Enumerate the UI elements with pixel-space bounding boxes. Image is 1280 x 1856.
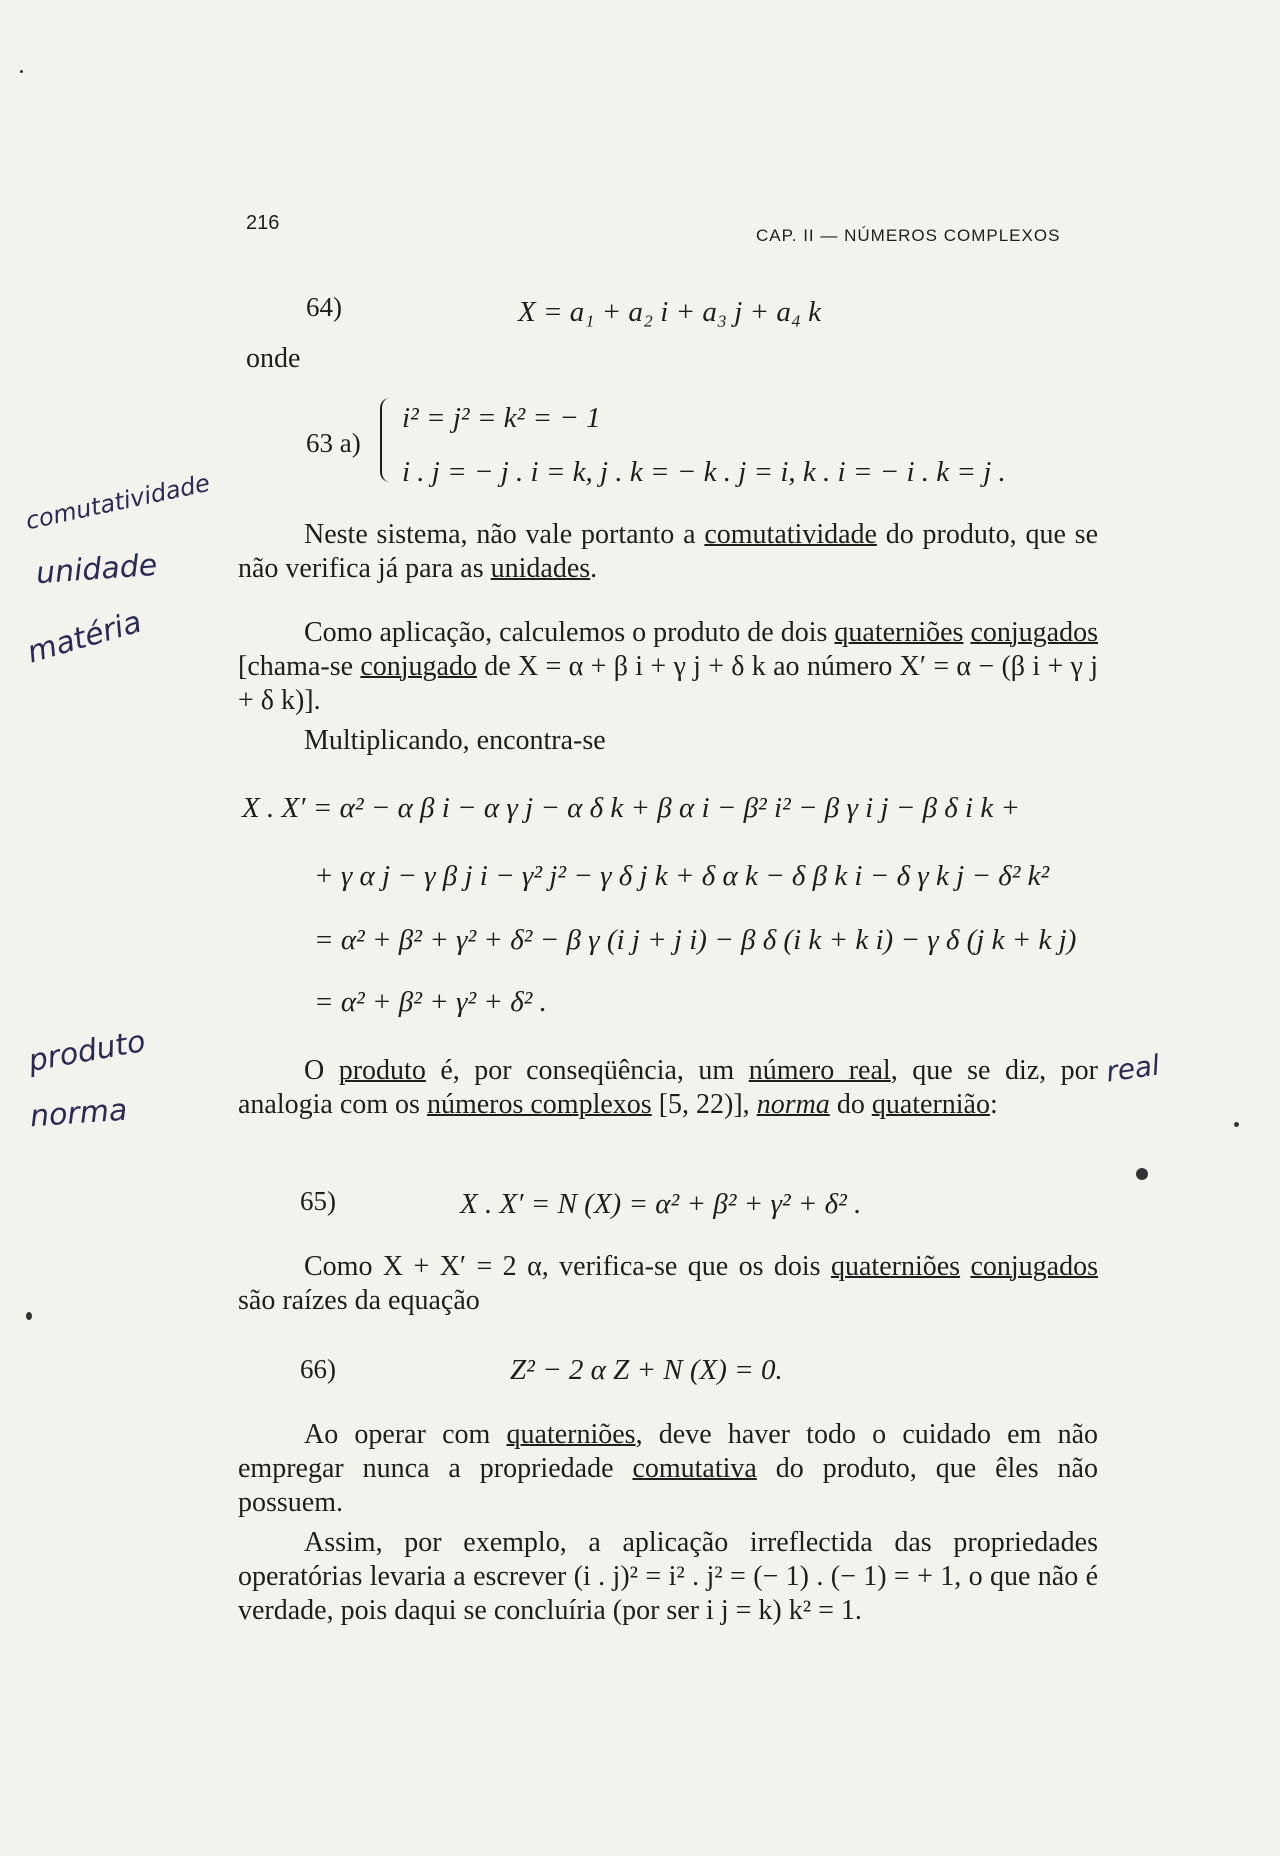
margin-note-norma: norma: [28, 1092, 129, 1135]
p6-underlined-quaternioes: quaterniões: [506, 1419, 636, 1450]
margin-note-produto: produto: [25, 1024, 149, 1079]
p5-text-b: são raízes da equação: [238, 1285, 480, 1316]
p2-underlined-quaternioes: quaterniões: [834, 617, 964, 648]
p4-underlined-numero-real: número real: [748, 1055, 891, 1086]
ink-speck: [1136, 1168, 1148, 1180]
p7-text: Assim, por exemplo, a aplicação irreflectida das propriedades operatórias levaria a escrever (i . j)² = i² . j² = (− 1) . (− 1) = + 1, o que não é verdade, pois daqui se concluíria (por ser i j = k) k² = 1.: [238, 1527, 1098, 1626]
p4-text-a: O: [304, 1055, 339, 1086]
eq64-formula: X = a₁ + a₂ i + a₃ j + a₄ k: [518, 296, 822, 328]
p1-underlined-comutatividade: comutatividade: [704, 519, 877, 550]
p4-underlined-norma: norma: [756, 1089, 830, 1120]
p1-text-a: Neste sistema, não vale portanto a: [304, 519, 705, 550]
p2-underlined-conjugado: conjugado: [360, 651, 477, 682]
p6-text-a: Ao operar com: [304, 1419, 507, 1450]
margin-note-unidade: unidade: [34, 547, 159, 592]
eq64-label: 64): [306, 292, 342, 322]
p4-text-c: , que se diz, por analogia com os: [238, 1055, 1098, 1120]
paragraph-exemplo: [238, 1526, 1098, 1628]
p5-text-a: Como X + X′ = 2 α, verifica-se que os dois: [304, 1251, 831, 1282]
p2-underlined-conjugados: conjugados: [970, 617, 1098, 648]
p5-space: [960, 1251, 970, 1282]
ink-speck: [26, 1312, 32, 1320]
paragraph-produto-norma: [238, 1054, 1098, 1122]
p1-text-b: do produto, que se não verifica já para as: [238, 519, 1099, 584]
p4-text-e: do: [829, 1089, 872, 1120]
paragraph-raizes: [238, 1250, 1098, 1318]
p1-text-c: .: [590, 553, 598, 584]
eq65-formula: X . X′ = N (X) = α² + β² + γ² + δ² .: [460, 1188, 862, 1220]
paragraph-comutatividade: [238, 518, 1098, 586]
paragraph-cuidado: [238, 1418, 1098, 1520]
p6-text-b: , deve haver todo o cuidado em não empregar nunca a propriedade: [238, 1419, 1098, 1484]
eq65-label: 65): [300, 1186, 336, 1216]
p6-text-c: do produto, que êles não possuem.: [238, 1453, 1098, 1518]
product-line-3: = α² + β² + γ² + δ² − β γ (i j + j i) − β δ (i k + k i) − γ δ (j k + k j): [314, 924, 1077, 956]
margin-note-comutatividade: comutatividade: [23, 468, 213, 536]
p4-text-d: [5, 22)],: [651, 1089, 757, 1120]
eq63a-line2: i . j = − j . i = k, j . k = − k . j = i, k . i = − i . k = j .: [402, 456, 1006, 488]
margin-note-real: real: [1103, 1048, 1162, 1089]
product-line-1: X . X′ = α² − α β i − α γ j − α δ k + β α i − β² i² − β γ i j − β δ i k +: [242, 792, 1021, 824]
p4-text-f: :: [989, 1089, 998, 1120]
paragraph-multiplicando: Multiplicando, encontra-se: [304, 725, 606, 756]
p5-underlined-quaternioes: quaterniões: [830, 1251, 961, 1282]
eq66-label: 66): [300, 1354, 336, 1384]
p4-text-b: é, por conseqüência, um: [425, 1055, 749, 1086]
eq66-formula: Z² − 2 α Z + N (X) = 0.: [510, 1354, 783, 1386]
eq63a-line1: i² = j² = k² = − 1: [402, 402, 601, 434]
eq63a-brace: [380, 398, 396, 482]
product-line-2: + γ α j − γ β j i − γ² j² − γ δ j k + δ α k − δ β k i − δ γ k j − δ² k²: [314, 860, 1050, 892]
margin-note-materia: matéria: [23, 604, 146, 671]
page-number: 216: [246, 212, 280, 234]
eq63a-label: 63 a): [306, 428, 361, 458]
p6-underlined-comutativa: comutativa: [632, 1453, 757, 1484]
p4-underlined-quaterniao: quaternião: [871, 1089, 990, 1120]
p1-underlined-unidades: unidades: [490, 553, 591, 584]
p2-text-c: de X = α + β i + γ j + δ k ao número X′ = α − (β i + γ j + δ k)].: [238, 651, 1098, 716]
ink-speck: [1234, 1122, 1239, 1127]
p2-text-a: Como aplicação, calculemos o produto de dois: [304, 617, 835, 648]
p4-underlined-produto: produto: [338, 1055, 426, 1086]
onde-text: onde: [246, 343, 301, 374]
chapter-title: CAP. II — NÚMEROS COMPLEXOS: [756, 226, 1061, 245]
p4-underlined-numeros-complexos: números complexos: [426, 1089, 652, 1120]
product-line-4: = α² + β² + γ² + δ² .: [314, 986, 547, 1018]
ink-speck: [20, 70, 23, 73]
p2-text-b: [chama-se: [238, 651, 361, 682]
paragraph-aplicacao: [238, 616, 1098, 718]
p5-underlined-conjugados: conjugados: [970, 1251, 1098, 1282]
